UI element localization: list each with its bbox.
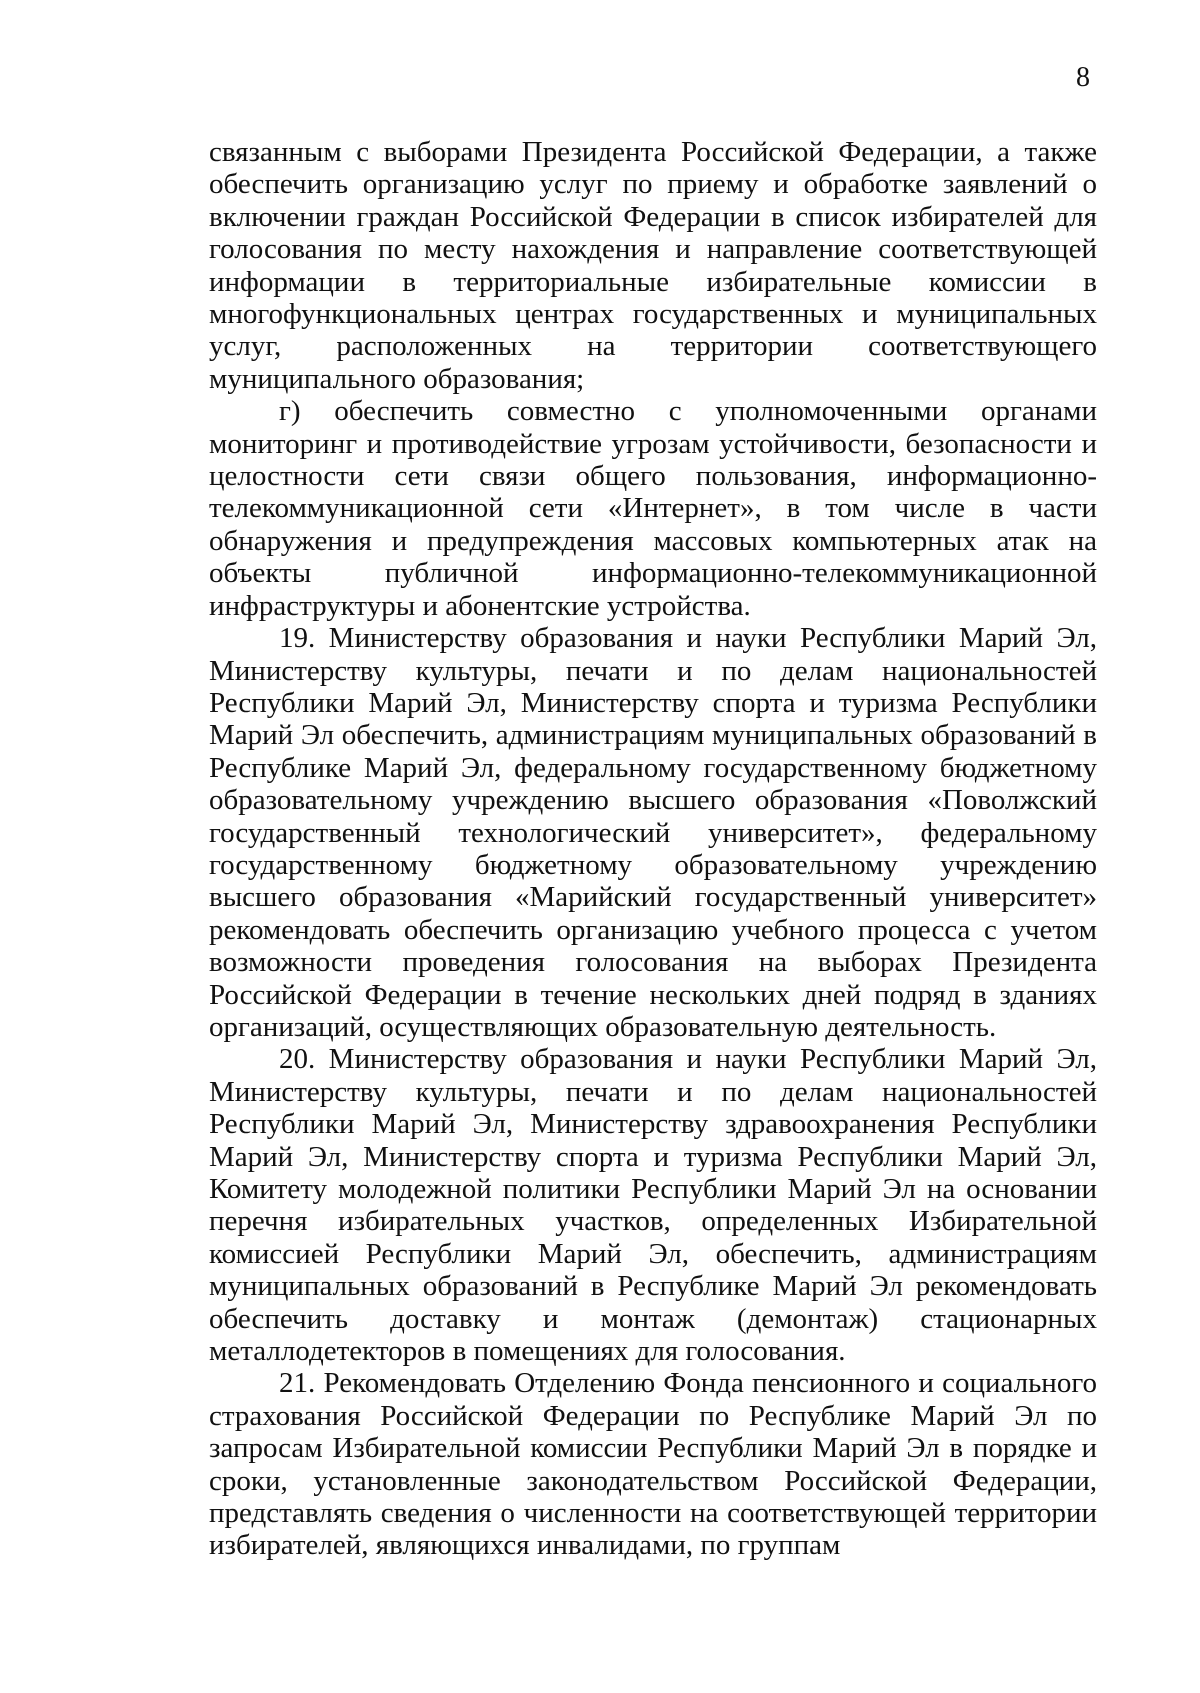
paragraph-item-20: 20. Министерству образования и науки Республики Марий Эл, Министерству культуры, печати и по делам национальностей Республики Марий Эл, Министерству здравоохранения Республики Марий Эл, Министерству спорта и туризма Республики Марий Эл, Комитету молодежной политики Республики Марий Эл на основании перечня избирательных участков, определенных Избирательной комиссией Республики Марий Эл, обеспечить, администрациям муниципальных образований в Республике Марий Эл рекомендовать обеспечить доставку и монтаж (демонтаж) стационарных металлодетекторов в помещениях для голосования. xyxy=(209,1043,1097,1368)
paragraph-continuation: связанным с выборами Президента Российской Федерации, а также обеспечить организацию услуг по приему и обработке заявлений о включении граждан Российской Федерации в список избирателей для голосования по месту нахождения и направление соответствующей информации в территориальные избирательные комиссии в многофункциональных центрах государственных и муниципальных услуг, расположенных на территории соответствующего муниципального образования; xyxy=(209,136,1097,395)
page-number: 8 xyxy=(1076,62,1090,93)
paragraph-item-21: 21. Рекомендовать Отделению Фонда пенсионного и социального страхования Российской Федерации по Республике Марий Эл по запросам Избирательной комиссии Республики Марий Эл в порядке и сроки, установленные законодательством Российской Федерации, представлять сведения о численности на соответствующей территории избирателей, являющихся инвалидами, по группам xyxy=(209,1367,1097,1562)
paragraph-item-g: г) обеспечить совместно с уполномоченными органами мониторинг и противодействие угрозам устойчивости, безопасности и целостности сети связи общего пользования, информационно-телекоммуникационной сети «Интернет», в том числе в части обнаружения и предупреждения массовых компьютерных атак на объекты публичной информационно-телекоммуникационной инфраструктуры и абонентские устройства. xyxy=(209,395,1097,622)
paragraph-item-19: 19. Министерству образования и науки Республики Марий Эл, Министерству культуры, печати и по делам национальностей Республики Марий Эл, Министерству спорта и туризма Республики Марий Эл обеспечить, администрациям муниципальных образований в Республике Марий Эл, федеральному государственному бюджетному образовательному учреждению высшего образования «Поволжский государственный технологический университет», федеральному государственному бюджетному образовательному учреждению высшего образования «Марийский государственный университет» рекомендовать обеспечить организацию учебного процесса с учетом возможности проведения голосования на выборах Президента Российской Федерации в течение нескольких дней подряд в зданиях организаций, осуществляющих образовательную деятельность. xyxy=(209,622,1097,1043)
document-body xyxy=(209,136,1097,1562)
